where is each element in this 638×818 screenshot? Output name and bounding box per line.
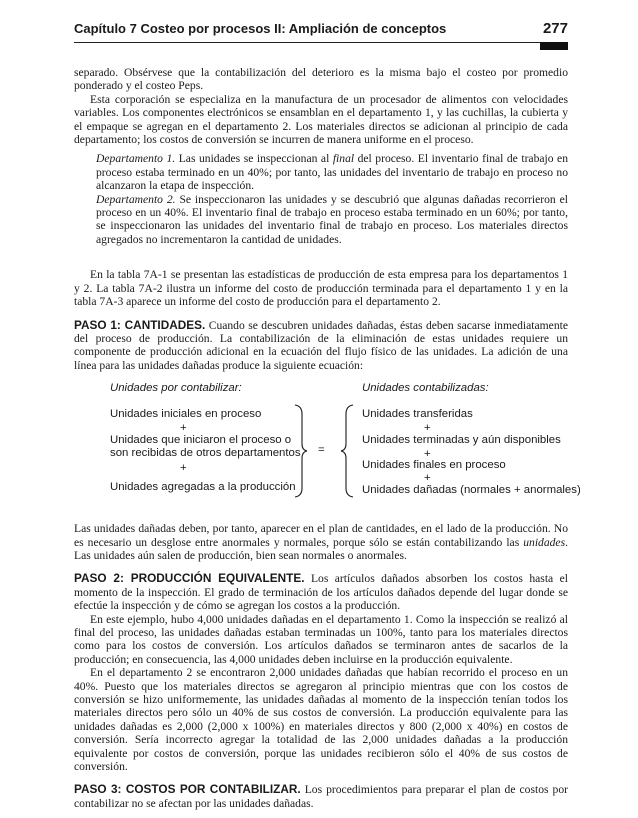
after-equation-text-a: Las unidades dañadas deben, por tanto, aparecer en el plan de cantidades, en el lado de la producción. No es necesario un desglose entre anormales y normales, porque sólo se están contabilizando las bbox=[74, 522, 568, 549]
equation-right-line-4: Unidades dañadas (normales + anormales) bbox=[362, 484, 581, 497]
paso-1-text: Cuando se descubren unidades dañadas, éstas deben sacarse inmediatamente del proceso de producción. La contabilización de la eliminación de estas unidades requiere un componente de producción adicional en la ecuación del flujo físico de las unidades. La adición de una línea para las unidades dañadas produce la siguiente ecuación: bbox=[74, 318, 568, 372]
equation-equals: = bbox=[318, 444, 325, 457]
department-2-label: Departamento 2. bbox=[96, 192, 176, 206]
page-number: 277 bbox=[542, 20, 568, 37]
equation-right-line-1: Unidades transferidas bbox=[362, 408, 473, 421]
paso-2-paragraph-2: En este ejemplo, hubo 4,000 unidades dañadas en el departamento 1. Como la inspección se realizó al final del proceso, las unidades dañadas estaban terminadas un 100%, tanto para los materiales directos como para los costos de conversión. Los artículos dañados se terminaron antes de sacarlos de la producción; en consecuencia, las 4,000 unidades deben incluirse en la producción equivalente. bbox=[74, 612, 568, 666]
thumb-tab bbox=[540, 42, 568, 50]
equation-left-plus-2: + bbox=[180, 462, 187, 475]
intro-paragraph-2: Esta corporación se especializa en la manufactura de un procesador de alimentos con velocidades variables. Los componentes electrónicos se ensamblan en el departamento 1, y las cuchillas, la cubierta y el empaque se agregan en el departamento 2. Los materiales directos se adicionan al principio de cada departamento; los costos de conversión se incurren de manera uniforme en el proceso. bbox=[74, 92, 568, 147]
page-header bbox=[74, 18, 568, 40]
chapter-heading bbox=[74, 18, 446, 40]
paso-3-text: Los procedimientos para preparar el plan de costos por contabilizar no se afectan por las unidades dañadas. bbox=[74, 783, 568, 810]
paso-1-heading: PASO 1: CANTIDADES. bbox=[74, 317, 206, 332]
equation-left-line-1: Unidades iniciales en proceso bbox=[110, 408, 262, 421]
paso-2-heading: PASO 2: PRODUCCIÓN EQUIVALENTE. bbox=[74, 571, 305, 586]
equation-right-plus-2: + bbox=[424, 448, 431, 461]
department-2-text: Se inspeccionaron las unidades y se descubrió que algunas dañadas recorrieron el proceso en un 40%. El inventario final de trabajo en proceso estaba terminado en un 60%; por tanto, se inspeccionaron las unidades del inventario final de trabajo en proceso. Los materiales directos agregados no incrementaron la cantidad de unidades. bbox=[96, 192, 568, 246]
equation-left-line-3: son recibidas de otros departamentos bbox=[110, 447, 301, 460]
right-brace-icon bbox=[340, 404, 354, 498]
after-equation-text-b: . Las unidades aún salen de producción, bien sean normales o anormales. bbox=[74, 535, 568, 562]
chapter-title: 7 Costeo por procesos II: Ampliación de conceptos bbox=[129, 21, 447, 36]
department-1-emph: final bbox=[332, 152, 355, 166]
equation-right-line-3: Unidades finales en proceso bbox=[362, 459, 506, 472]
equation-right-plus-1: + bbox=[424, 422, 431, 435]
department-1-text-a: Las unidades se inspeccionan al bbox=[175, 152, 333, 166]
equation-left-plus-1: + bbox=[180, 422, 187, 435]
department-2-paragraph bbox=[96, 193, 568, 247]
chapter-label: Capítulo bbox=[74, 21, 126, 36]
paso-2-paragraph-3: En el departamento 2 se encontraron 2,000 unidades dañadas que habían recorrido el proceso en un 40%. Puesto que los materiales directos se agregaron al principio mientras que con los costos de conversión se hizo uniformemente, las unidades dañadas al momento de la inspección tenían todos los materiales directos pero sólo un 40% de sus costos de conversión. La producción equivalente para las unidades dañadas es 2,000 (2,000 x 100%) en materiales directos y 800 (2,000 x 40%) en costos de conversión. Sería incorrecto agregar la totalidad de las 2,000 unidades dañadas a la producción equivalente por costos de conversión, porque las unidades recibieron sólo el 40% de sus costos de conversión. bbox=[74, 666, 568, 774]
header-rule bbox=[74, 42, 568, 43]
after-equation-emph: unidades bbox=[523, 535, 566, 549]
department-1-paragraph bbox=[96, 152, 568, 192]
equation-right-plus-3: + bbox=[424, 472, 431, 485]
equation-left-title: Unidades por contabilizar: bbox=[110, 382, 242, 395]
department-1-text-b: del proceso. El inventario final de trabajo en proceso estaba terminado en un 40%; por tanto, las unidades del inventario de trabajo en proceso no alcanzaron la etapa de inspección. bbox=[96, 152, 568, 193]
equation-left-line-2: Unidades que iniciaron el proceso o bbox=[110, 434, 292, 447]
page-body bbox=[74, 66, 581, 810]
paso-3-heading: PASO 3: COSTOS POR CONTABILIZAR. bbox=[74, 782, 301, 797]
equation-right-line-2: Unidades terminadas y aún disponibles bbox=[362, 434, 561, 447]
paso-2-paragraph bbox=[74, 572, 568, 612]
units-equation bbox=[74, 382, 581, 500]
left-brace-icon bbox=[294, 404, 308, 498]
equation-right-title: Unidades contabilizadas: bbox=[362, 382, 489, 395]
equation-left-line-4: Unidades agregadas a la producción bbox=[110, 481, 296, 494]
after-equation-paragraph bbox=[74, 522, 568, 562]
intro-paragraph-1: separado. Obsérvese que la contabilización del deterioro es la misma bajo el costeo por promedio ponderado y el costeo Peps. bbox=[74, 66, 568, 93]
paso-1-paragraph bbox=[74, 319, 568, 373]
paso-3-paragraph bbox=[74, 783, 568, 810]
tables-intro-paragraph: En la tabla 7A-1 se presentan las estadísticas de producción de esta empresa para los departamentos 1 y 2. La tabla 7A-2 ilustra un informe del costo de producción terminada para el departamento 1 y en la tabla 7A-3 aparece un informe del costo de producción para el departamento 2. bbox=[74, 268, 568, 309]
paso-2-text: Los artículos dañados absorben los costos hasta el momento de la inspección. El grado de terminación de los artículos dañados depende del lugar donde se efectúe la inspección y de cómo se agregan los costos a la producción. bbox=[74, 572, 569, 613]
department-1-label: Departamento 1. bbox=[96, 152, 176, 166]
